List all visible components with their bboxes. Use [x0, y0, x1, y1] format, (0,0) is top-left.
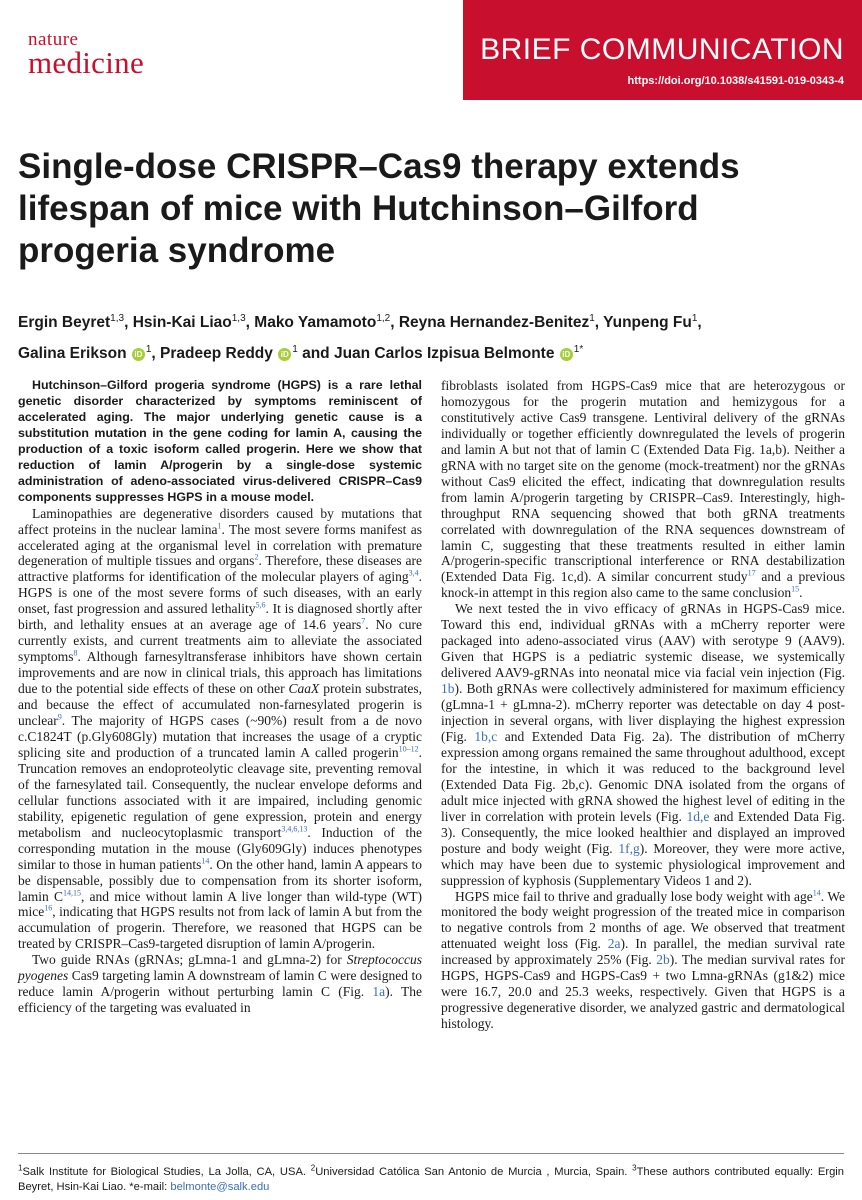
author-name[interactable]: Mako Yamamoto — [254, 314, 377, 332]
body-paragraph: HGPS mice fail to thrive and gradually lose body weight with age$^{14}$. We monitored the body weight progression of the treated mice in comparison to negative controls from 2 months of age. We observed that treatment attenuated weight loss (Fig. 2a). In parallel, the median survival rate increased by approximately 25% (Fig. 2b). The median survival rates for HGPS, HGPS-Cas9 and HGPS-Cas9 + two Lmna-gRNAs (g1&2) mice were 16.7, 20.0 and 25.3 weeks, respectively. Given that HGPS is a progressive degenerative disorder, we analyzed gastric and dermatological histology. — [441, 888, 845, 1032]
journal-name-line1: nature — [28, 29, 79, 50]
footnote-divider — [18, 1153, 844, 1154]
citation-ref[interactable]: 1 — [18, 1163, 23, 1172]
author-name[interactable]: Pradeep Reddy — [160, 345, 273, 363]
figure-ref-link[interactable]: 1d,e — [686, 808, 710, 824]
email-link[interactable]: belmonte@salk.edu — [170, 1180, 270, 1193]
citation-ref[interactable]: 8 — [73, 648, 78, 658]
body-column-left — [18, 378, 422, 1016]
citation-ref[interactable]: 1 — [217, 521, 222, 531]
article-type-band — [463, 0, 862, 100]
citation-ref[interactable]: 7 — [361, 616, 366, 626]
citation-ref[interactable]: 14,15 — [62, 888, 81, 897]
orcid-icon[interactable]: iD — [132, 348, 145, 361]
citation-ref[interactable]: 5,6 — [255, 600, 266, 610]
citation-ref[interactable]: 15 — [791, 584, 800, 594]
citation-ref[interactable]: 2 — [310, 1163, 316, 1172]
doi-link[interactable]: https://doi.org/10.1038/s41591-019-0343-4 — [627, 75, 844, 87]
article-title: Single-dose CRISPR–Cas9 therapy extends lifespan of mice with Hutchinson–Gilford progeria syndrome — [18, 147, 740, 270]
author-list: Ergin Beyret$^{1,3}$, Hsin-Kai Liao$^{1,3}$, Mako Yamamoto$^{1,2}$, Reyna Hernandez-Benitez$^1$, Yunpeng Fu$^1$, Galina Erikson iD $^1$, Pradeep Reddy iD $^1$ and Juan Carlos Izpisua Belmonte iD $^{1*}$ — [18, 313, 702, 363]
affiliations-footnote — [18, 1160, 844, 1195]
author-affiliation: 1 — [691, 313, 698, 324]
author-affiliation: 1* — [573, 344, 584, 356]
author-name[interactable]: Galina Erikson — [18, 345, 127, 363]
figure-ref-link[interactable]: 1b,c — [474, 728, 498, 744]
citation-ref[interactable]: 9 — [57, 712, 62, 722]
citation-ref[interactable]: 3,4,6,13 — [281, 824, 308, 834]
body-paragraph: Laminopathies are degenerative disorders caused by mutations that affect proteins in the nuclear lamina$^1$. The most severe forms manifest as accelerated aging at the organismal level in correlation with premature degeneration of multiple tissues and organs$^2$. Therefore, these diseases are attractive platforms for identification of the molecular players of aging$^{3,4}$. HGPS is one of the most severe forms of such diseases, with an early onset, fast progression and assured lethality$^{5,6}$. It is diagnosed shortly after birth, and lethality ensues at an average age of 14.6 years$^7$. No cure currently exists, and current treatments aim to alleviate the associated symptoms$^8$. Although farnesyltransferase inhibitors have shown certain improvements and are now in clinical trials, this approach has limitations due to the potential side effects of these on other CaaX protein substrates, and because the effect of accumulated non-farnesylated progerin is unclear$^9$. The majority of HGPS cases (~90%) result from a de novo c.C1824T (p.Gly608Gly) mutation that increases the usage of a cryptic splicing site and production of a truncated lamin A called progerin$^{10-12}$. Truncation removes an endoproteolytic cleavage site, preventing removal of the farnesylated tail. Consequently, the nuclear envelope deforms and cellular functions associated with it are impaired, including genomic stability, epigenetic regulation of gene expression, protein and energy metabolism and nucleocytoplasmic transport$^{3,4,6,13}$. Induction of the corresponding mutation in the mouse (Gly609Gly) induces phenotypes similar to those in human patients$^{14}$. On the other hand, lamin A appears to be dispensable, possibly due to compensation from its shorter isoform, lamin C$^{14,15}$, and mice without lamin A live longer than wild-type (WT) mice$^{16}$, indicating that HGPS results not from lack of lamin A but from the accumulation of progerin. Therefore, we reasoned that HGPS can be treated by CRISPR–Cas9-targeted disruption of lamin A/progerin. — [18, 505, 423, 952]
citation-ref[interactable]: 3 — [632, 1163, 637, 1172]
author-affiliation: 1 — [145, 344, 152, 356]
citation-ref[interactable]: 16 — [44, 903, 53, 913]
author-affiliation: 1 — [292, 344, 298, 356]
body-paragraph: Two guide RNAs (gRNAs; gLmna-1 and gLmna-2) for Streptococcus pyogenes Cas9 targeting lamin A downstream of lamin C were designed to reduce lamin A/progerin without perturbing lamin C (Fig. 1a). The efficiency of the targeting was evaluated in — [18, 952, 422, 1016]
body-paragraph: We next tested the in vivo efficacy of gRNAs in HGPS-Cas9 mice. Toward this end, individual gRNAs with a mCherry reporter were packaged into adeno-associated virus (AAV) with serotype 9 (AAV9). Given that HGPS is a pediatric systemic disease, we systemically delivered AAV9-gRNAs into neonatal mice via facial vein injection (Fig. 1b). Both gRNAs were collectively administered for maximum efficiency (gLmna-1 + gLmna-2). mCherry reporter was detectable on day 4 post-injection in several organs, with liver displaying the highest expression (Fig. 1b,c and Extended Data Fig. 2a). The distribution of mCherry expression among organs remained the same throughout adulthood, except for the intestine, in which it was reduced to the background level (Extended Data Fig. 2b,c). Genomic DNA isolated from the organs of adult mice injected with gRNA showed the highest level of editing in the liver in correlation with protein levels (Fig. 1d,e and Extended Data Fig. 3). Consequently, the mice looked healthier and displayed an improved posture and body weight (Fig. 1f,g). Moreover, they were more active, which may have been due to systemic physiological improvement and suppression of kyphosis (Supplementary Videos 1 and 2). — [441, 601, 846, 888]
orcid-icon[interactable]: iD — [560, 348, 573, 361]
author-affiliation: 1,2 — [376, 313, 391, 324]
journal-logo[interactable] — [28, 30, 144, 78]
citation-ref[interactable]: 10–12 — [398, 744, 419, 754]
author-name[interactable]: Reyna Hernandez-Benitez — [398, 314, 590, 332]
author-affiliation: 1,3 — [231, 313, 246, 324]
orcid-icon[interactable]: iD — [278, 348, 291, 361]
journal-header — [0, 0, 862, 100]
figure-ref-link[interactable]: 2a — [607, 936, 621, 952]
figure-ref-link[interactable]: 2b — [656, 952, 670, 968]
citation-ref[interactable]: 14 — [201, 856, 210, 866]
journal-name-line2: medicine — [28, 45, 145, 80]
article-type: BRIEF COMMUNICATION — [480, 33, 844, 66]
body-column-right — [441, 378, 845, 1032]
figure-ref-link[interactable]: 1a — [372, 984, 386, 1000]
author-name[interactable]: Hsin-Kai Liao — [132, 314, 232, 332]
citation-ref[interactable]: 2 — [254, 552, 259, 562]
citation-ref[interactable]: 14 — [812, 888, 821, 897]
citation-ref[interactable]: 17 — [747, 568, 756, 578]
figure-ref-link[interactable]: 1f,g — [618, 840, 640, 856]
affiliation-text: $^1$Salk Institute for Biological Studies, La Jolla, CA, USA. $^2$Universidad Católica San Antonio de Murcia , Murcia, Spain. $^3$These authors contributed equally: Ergin Beyret, Hsin-Kai Liao. *e-mail: — [18, 1163, 845, 1193]
italic-term: Streptococcus pyogenes — [18, 952, 422, 984]
author-name[interactable]: Yunpeng Fu — [603, 314, 692, 332]
abstract: Hutchinson–Gilford progeria syndrome (HGPS) is a rare lethal genetic disorder characterized by symptoms reminiscent of accelerated aging. The major underlying genetic cause is a substitution mutation in the gene coding for lamin A, causing the production of a toxic isoform called progerin. Here we show that reduction of lamin A/progerin by a single-dose systemic administration of adeno-associated virus-delivered CRISPR–Cas9 components suppresses HGPS in a mouse model. — [18, 378, 422, 504]
author-affiliation: 1,3 — [110, 313, 125, 324]
author-name[interactable]: Ergin Beyret — [18, 314, 111, 332]
body-paragraph: fibroblasts isolated from HGPS-Cas9 mice that are heterozygous or homozygous for the progerin mutation and hemizygous for a constitutively active Cas9 transgene. Lentiviral delivery of the gRNAs individually or together efficiently downregulated the levels of progerin and lamin A but not that of lamin C (Extended Data Fig. 1a,b). Neither a gRNA with no target site on the genome (mock-treatment) nor the gRNAs without Cas9 elicited the effect, indicating that downregulation results from lamin A/progerin targeting by CRISPR–Cas9. Interestingly, high-throughput RNA sequencing showed that both gRNA treatments correlated with downregulation of the RNA sequences downstream of lamin C, suggesting that these treatments resulted in either lamin A/progerin-specific transcriptional interference or RNA destabilization (Extended Data Fig. 1c,d). A similar concurrent study$^{17}$ and a previous knock-in attempt in this region also came to the same conclusion$^{15}$. — [441, 378, 845, 601]
citation-ref[interactable]: 3,4 — [408, 568, 419, 578]
author-affiliation: 1 — [589, 313, 595, 324]
italic-term: CaaX — [288, 681, 320, 697]
figure-ref-link[interactable]: 1b — [441, 681, 455, 697]
author-name[interactable]: Juan Carlos Izpisua Belmonte — [333, 345, 555, 363]
